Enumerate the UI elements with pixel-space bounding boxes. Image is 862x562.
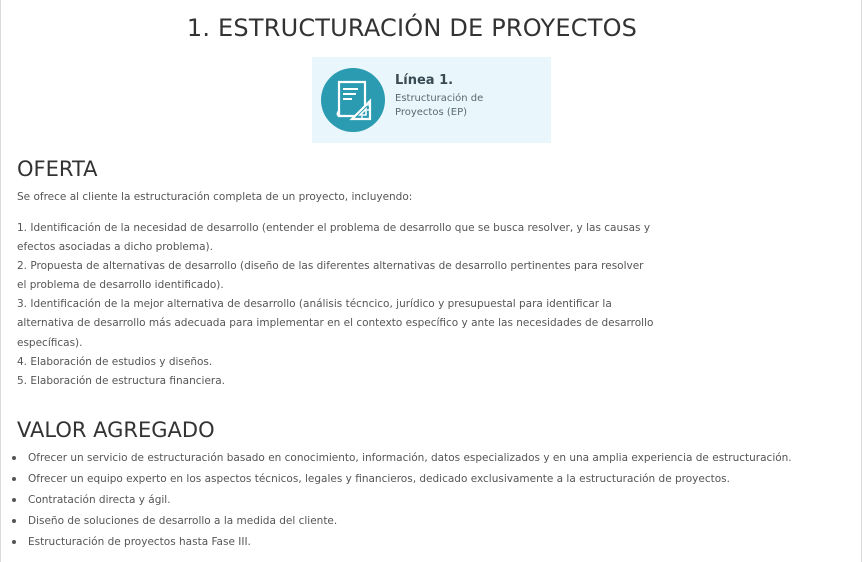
bullet-icon [12,498,16,502]
list-item-text: Estructuración de proyectos hasta Fase III. [28,536,251,548]
list-item-text: Contratación directa y ágil. [28,494,171,506]
oferta-line: 3. Identificación de la mejor alternativa de desarrollo (análisis técncico, jurídico y presupuestal para identificar la [17,298,612,311]
oferta-line: específicas). [17,336,83,349]
banner-subtitle-line: Estructuración de [395,93,484,104]
bullet-icon [12,456,16,460]
oferta-heading: OFERTA [17,157,98,181]
bullet-icon [12,519,16,523]
oferta-intro: Se ofrece al cliente la estructuración completa de un proyecto, incluyendo: [17,191,413,203]
list-item-text: Diseño de soluciones de desarrollo a la medida del cliente. [28,515,338,527]
list-item-text: Ofrecer un equipo experto en los aspectos técnicos, legales y financieros, dedicado exclusivamente a la estructuración de proyectos. [28,473,730,485]
bullet-icon [12,540,16,544]
oferta-line: efectos asociadas a dicho problema). [17,241,213,254]
oferta-line: 4. Elaboración de estudios y diseños. [17,355,213,368]
list-item-text: Ofrecer un servicio de estructuración basado en conocimiento, información, datos especializados y en una amplia experiencia de estructuración. [28,452,792,464]
bullet-icon [12,477,16,481]
oferta-line: alternativa de desarrollo más adecuada para implementar en el contexto específico y ante las necesidades de desarrollo [17,317,654,330]
list-item [8,449,792,470]
valor-heading: VALOR AGREGADO [17,418,215,442]
oferta-list [17,219,657,391]
page-title: 1. ESTRUCTURACIÓN DE PROYECTOS [186,14,638,42]
oferta-line: el problema de desarrollo identificado). [17,279,224,292]
list-item [8,470,792,491]
line-banner [312,57,551,143]
list-item [8,533,792,554]
oferta-line: 1. Identificación de la necesidad de desarrollo (entender el problema de desarrollo que se busca resolver, y las causas y [17,222,651,234]
banner-subtitle-line: Proyectos (EP) [395,107,468,118]
banner-title: Línea 1. [395,73,454,88]
oferta-line: 2. Propuesta de alternativas de desarrollo (diseño de las diferentes alternativas de desarrollo pertinentes para resolver [17,260,644,273]
list-item [8,491,792,512]
oferta-line: 5. Elaboración de estructura financiera. [17,374,226,387]
list-item [8,512,792,533]
banner-subtitle [395,92,483,120]
valor-list [8,449,792,554]
